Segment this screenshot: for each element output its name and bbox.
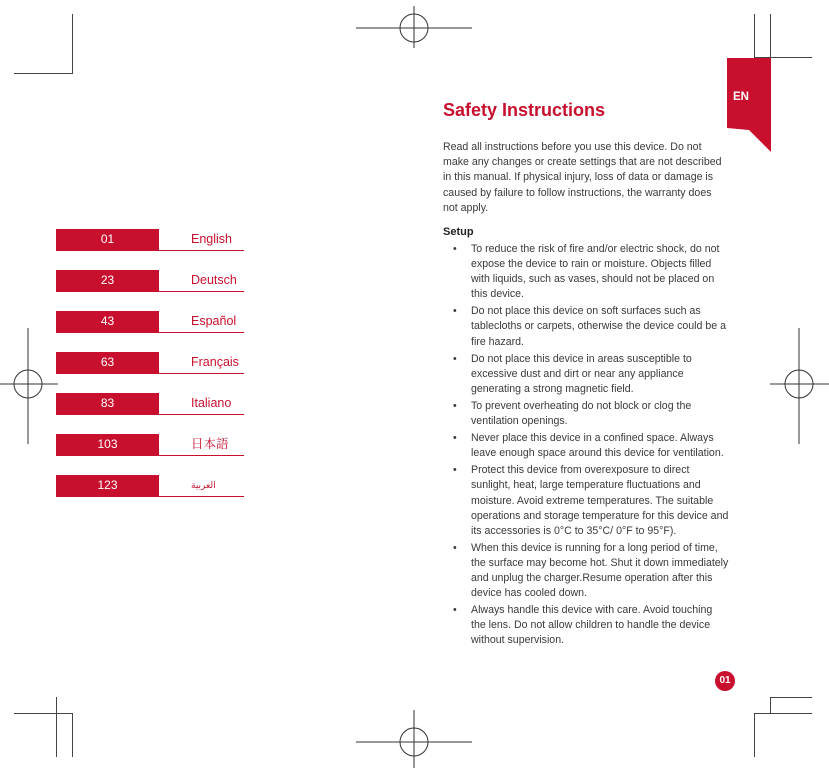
list-item bbox=[443, 431, 729, 461]
page-title: Safety Instructions bbox=[443, 100, 606, 120]
list-item-text: Do not place this device on soft surfaces such as tablecloths or carpets, otherwise the device could be a fire hazard. bbox=[471, 305, 726, 348]
toc-page-number: 123 bbox=[56, 475, 159, 496]
crop-mark-top-right-v2 bbox=[770, 14, 771, 57]
list-item-text: When this device is running for a long period of time, the surface may become hot. Shut it down immediately and unplug the charger.Resume operation after this device has cooled down. bbox=[471, 541, 729, 600]
toc-row[interactable] bbox=[56, 393, 244, 415]
list-item-text: Always handle this device with care. Avoid touching the lens. Do not allow children to handle the device without supervision. bbox=[471, 604, 713, 647]
section-heading-setup: Setup bbox=[443, 226, 474, 238]
crop-mark-bottom-right-h2 bbox=[770, 697, 812, 698]
bullet-glyph: • bbox=[453, 432, 457, 445]
list-item bbox=[443, 242, 729, 302]
list-item bbox=[443, 352, 729, 397]
list-item-text: Protect this device from overexposure to direct sunlight, heat, large temperature fluctuations and moisture. Avoid extreme temperatures. The suitable operations and storage temperature for this device and its accessories is 0°C to 35°C/ 0°F to 95°F). bbox=[471, 464, 729, 537]
bullet-glyph: • bbox=[453, 399, 457, 412]
toc-language-label[interactable]: Deutsch bbox=[191, 273, 237, 287]
registration-mark-left bbox=[0, 328, 58, 444]
bullet-glyph: • bbox=[453, 305, 457, 318]
toc-language-label[interactable]: 日本語 bbox=[191, 437, 229, 451]
bullet-glyph: • bbox=[453, 464, 457, 477]
registration-mark-top bbox=[356, 6, 472, 48]
bullet-glyph: • bbox=[453, 541, 457, 554]
crop-mark-bottom-left-v2 bbox=[72, 713, 73, 757]
crop-mark-top-left-v bbox=[72, 14, 73, 74]
toc-page-number: 83 bbox=[56, 393, 159, 414]
list-item bbox=[443, 304, 729, 349]
safety-bullet-list bbox=[443, 242, 729, 650]
toc-row[interactable] bbox=[56, 311, 244, 333]
list-item bbox=[443, 399, 729, 429]
crop-mark-bottom-right-h bbox=[754, 713, 812, 714]
toc-row[interactable] bbox=[56, 475, 244, 497]
toc-page-number: 43 bbox=[56, 311, 159, 332]
registration-mark-bottom bbox=[356, 710, 472, 768]
toc-page-number: 01 bbox=[56, 229, 159, 250]
bullet-glyph: • bbox=[453, 352, 457, 365]
intro-paragraph: Read all instructions before you use this device. Do not make any changes or create settings that are not described in this manual. If physical injury, loss of data or damage is caused by failure to follow instructions, the warranty does not apply. bbox=[443, 141, 722, 214]
toc-row[interactable] bbox=[56, 270, 244, 292]
crop-mark-bottom-right-v2 bbox=[770, 697, 771, 713]
toc-language-label[interactable]: Italiano bbox=[191, 396, 232, 410]
crop-mark-bottom-right-v bbox=[754, 713, 755, 757]
crop-mark-top-left-h bbox=[14, 73, 73, 74]
language-tab-label: EN bbox=[733, 91, 749, 103]
page-number-badge: 01 bbox=[715, 671, 735, 691]
list-item bbox=[443, 463, 729, 538]
toc-language-label[interactable]: العربية bbox=[191, 480, 216, 490]
toc-language-label[interactable]: English bbox=[191, 232, 232, 246]
crop-mark-bottom-left-v bbox=[56, 697, 57, 757]
toc-language-label[interactable]: Español bbox=[191, 314, 237, 328]
toc-page-number: 103 bbox=[56, 434, 159, 455]
language-tab-ribbon bbox=[727, 58, 771, 152]
list-item-text: Do not place this device in areas susceptible to excessive dust and dirt or near any appliance generating a strong magnetic field. bbox=[471, 352, 692, 395]
list-item-text: To prevent overheating do not block or clog the ventilation openings. bbox=[471, 399, 692, 428]
bullet-glyph: • bbox=[453, 243, 457, 255]
toc-page-number: 23 bbox=[56, 270, 159, 291]
registration-mark-right bbox=[770, 328, 829, 444]
toc-row[interactable] bbox=[56, 352, 244, 374]
list-item-text: Never place this device in a confined space. Always leave enough space around this device for ventilation. bbox=[471, 432, 724, 460]
crop-mark-bottom-left-h bbox=[14, 713, 73, 714]
bullet-glyph: • bbox=[453, 604, 457, 617]
toc-row[interactable] bbox=[56, 434, 244, 456]
toc-language-label[interactable]: Français bbox=[191, 355, 239, 369]
toc-page-number: 63 bbox=[56, 352, 159, 373]
list-item-text: To reduce the risk of fire and/or electric shock, do not expose the device to rain or moisture. Objects filled with liquids, such as vases, should not be placed on this device. bbox=[471, 243, 720, 301]
toc-row[interactable] bbox=[56, 229, 244, 251]
list-item bbox=[443, 541, 729, 601]
list-item bbox=[443, 603, 729, 648]
